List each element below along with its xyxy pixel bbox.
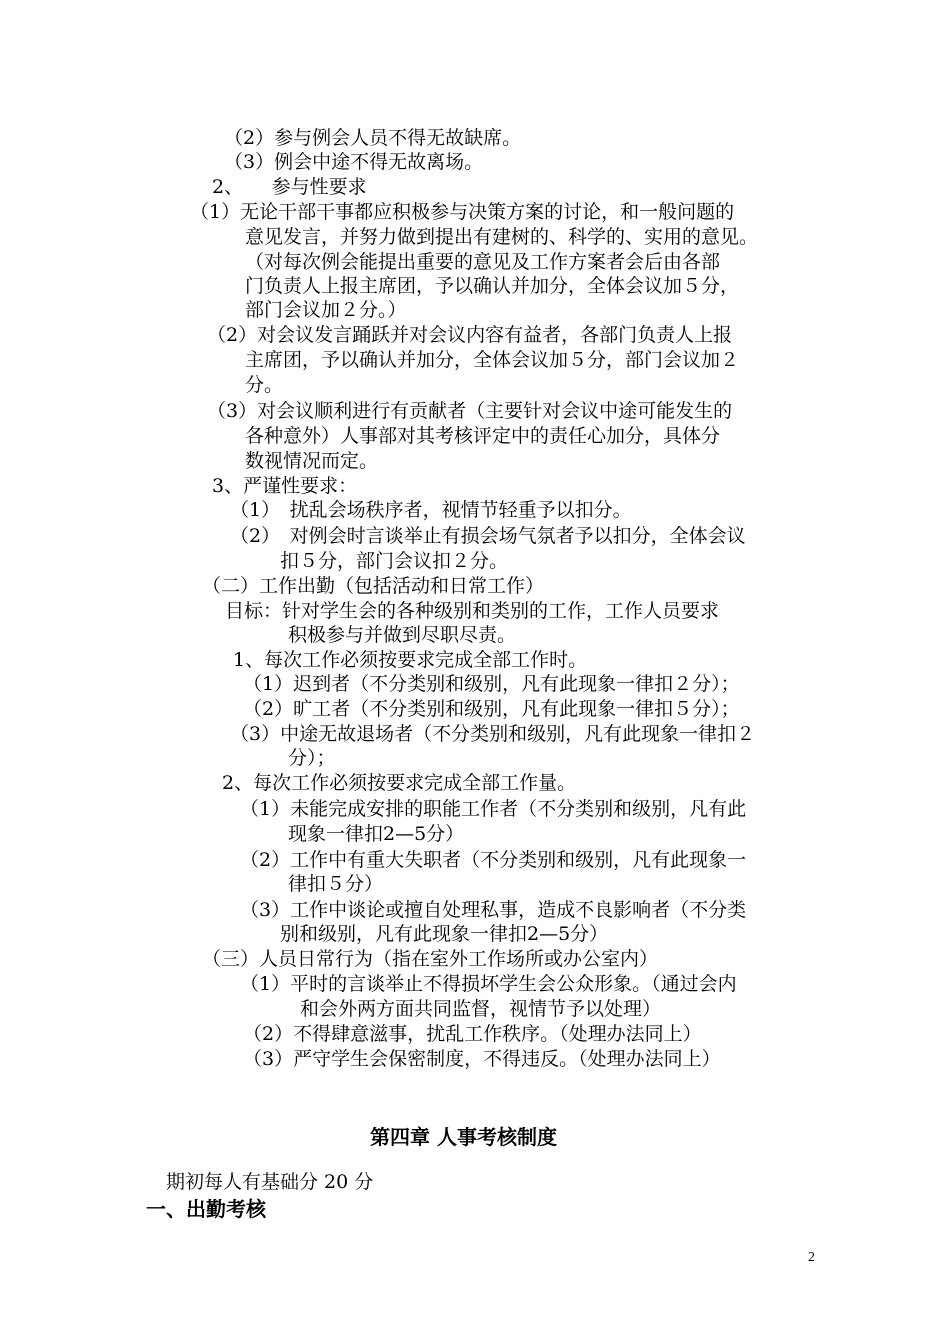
text-line: 数视情况而定。 bbox=[245, 450, 379, 472]
text-line: （二）工作出勤（包括活动和日常工作） bbox=[202, 575, 545, 597]
text-line: （3）对会议顺利进行有贡献者（主要针对会议中途可能发生的 bbox=[207, 400, 733, 422]
text-line: 现象一律扣2—5分） bbox=[288, 823, 465, 845]
text-line: 扣５分，部门会议扣２分。 bbox=[280, 550, 509, 572]
text-line: 积极参与并做到尽职尽责。 bbox=[288, 624, 517, 646]
section-heading: 一、出勤考核 bbox=[146, 1197, 266, 1221]
text-line: （2）旷工者（不分类别和级别，凡有此现象一律扣５分）； bbox=[243, 698, 740, 720]
text-line: 律扣５分） bbox=[288, 873, 384, 895]
text-line: 1、每次工作必须按要求完成全部工作时。 bbox=[233, 649, 588, 671]
text-line: （3）工作中谈论或擅自处理私事，造成不良影响者（不分类 bbox=[240, 899, 747, 921]
chapter-title: 第四章 人事考核制度 bbox=[370, 1125, 557, 1149]
text-line: 别和级别，凡有此现象一律扣2—5分） bbox=[280, 923, 609, 945]
page-number: 2 bbox=[808, 1250, 815, 1265]
text-line: 门负责人上报主席团，予以确认并加分，全体会议加５分， bbox=[245, 275, 740, 297]
text-line: （1） 扰乱会场秩序者，视情节轻重予以扣分。 bbox=[230, 499, 632, 521]
text-line: 分。 bbox=[245, 374, 284, 396]
text-line: 和会外两方面共同监督，视情节予以处理） bbox=[300, 998, 662, 1020]
text-line: （1）迟到者（不分类别和级别，凡有此现象一律扣２分）； bbox=[243, 673, 740, 695]
text-line: （2）对会议发言踊跃并对会议内容有益者，各部门负责人上报 bbox=[207, 324, 733, 346]
text-line: （1）未能完成安排的职能工作者（不分类别和级别，凡有此 bbox=[240, 798, 747, 820]
text-line: （2）工作中有重大失职者（不分类别和级别，凡有此现象一 bbox=[240, 849, 747, 871]
text-line: 部门会议加２分。） bbox=[245, 299, 407, 321]
text-line: 分）； bbox=[288, 747, 336, 769]
text-line: （3）中途无故退场者（不分类别和级别，凡有此现象一律扣２ bbox=[230, 723, 756, 745]
text-line: 3、严谨性要求： bbox=[212, 475, 358, 497]
text-line: （1）平时的言谈举止不得损坏学生会公众形象。（通过会内 bbox=[240, 973, 737, 995]
text-line: 2、每次工作必须按要求完成全部工作量。 bbox=[222, 772, 577, 794]
text-line: 各种意外）人事部对其考核评定中的责任心加分，具体分 bbox=[245, 425, 721, 447]
text-line: （1）无论干部干事都应积极参与决策方案的讨论，和一般问题的 bbox=[190, 201, 735, 223]
text-line: 2、 参与性要求 bbox=[212, 176, 367, 198]
text-line: 意见发言，并努力做到提出有建树的、科学的、实用的意见。 bbox=[245, 226, 759, 248]
text-line: 主席团，予以确认并加分，全体会议加５分，部门会议加２ bbox=[245, 349, 740, 371]
text-line: （3）例会中途不得无故离场。 bbox=[224, 151, 484, 173]
base-score-line: 期初每人有基础分 20 分 bbox=[166, 1171, 374, 1193]
text-line: （2） 对例会时言谈举止有损会场气氛者予以扣分，全体会议 bbox=[230, 525, 746, 547]
text-line: （三）人员日常行为（指在室外工作场所或办公室内） bbox=[202, 948, 659, 970]
text-line: 目标：针对学生会的各种级别和类别的工作，工作人员要求 bbox=[225, 600, 720, 622]
text-line: （3）严守学生会保密制度，不得违反。（处理办法同上） bbox=[243, 1048, 721, 1070]
text-line: （2）参与例会人员不得无故缺席。 bbox=[224, 127, 522, 149]
text-line: （对每次例会能提出重要的意见及工作方案者会后由各部 bbox=[245, 251, 721, 273]
text-line: （2）不得肆意滋事，扰乱工作秩序。（处理办法同上） bbox=[243, 1023, 702, 1045]
